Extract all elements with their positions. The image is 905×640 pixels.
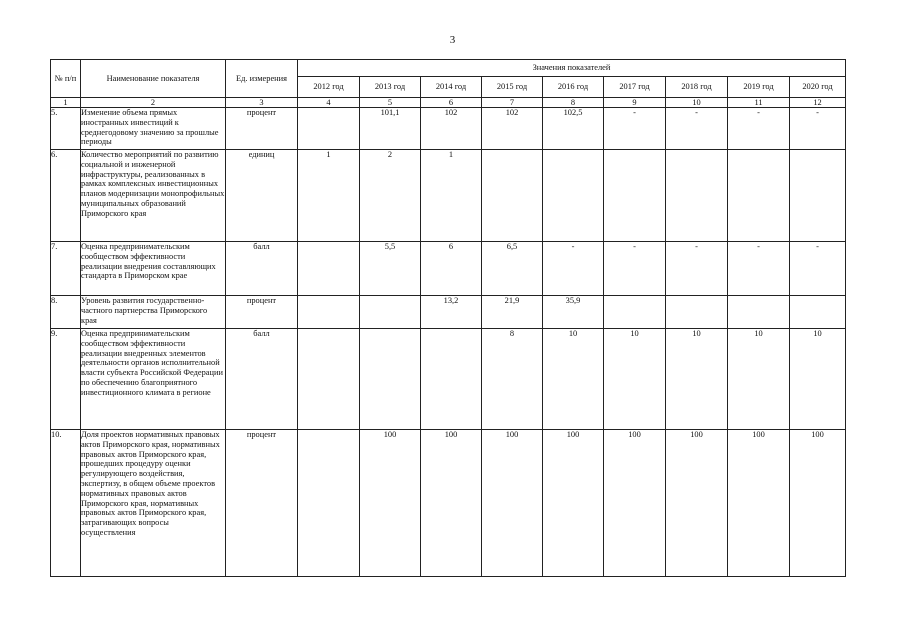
value-cell [790,296,846,329]
header-unit: Ед. измерения [226,60,298,98]
value-cell [298,242,360,296]
unit-cell: единиц [226,150,298,242]
unit-cell: процент [226,108,298,150]
indicators-table [50,59,846,577]
unit-cell: процент [226,296,298,329]
table-row [51,150,846,242]
column-number-row [51,98,846,108]
header-year: 2017 год [604,77,666,98]
value-cell: 8 [482,329,543,430]
value-cell: 100 [666,430,728,577]
value-cell: 5,5 [360,242,421,296]
value-cell: - [604,242,666,296]
value-cell: 1 [421,150,482,242]
value-cell: - [790,108,846,150]
column-number: 12 [790,98,846,108]
column-number: 4 [298,98,360,108]
value-cell [728,150,790,242]
value-cell: 13,2 [421,296,482,329]
column-number: 10 [666,98,728,108]
column-number: 8 [543,98,604,108]
value-cell: 10 [790,329,846,430]
header-year: 2016 год [543,77,604,98]
value-cell [421,329,482,430]
row-index: 10. [51,430,81,577]
value-cell: 6 [421,242,482,296]
value-cell: 102 [482,108,543,150]
value-cell: 1 [298,150,360,242]
value-cell [298,430,360,577]
value-cell: 100 [360,430,421,577]
value-cell: 21,9 [482,296,543,329]
value-cell [482,150,543,242]
value-cell: - [543,242,604,296]
column-number: 6 [421,98,482,108]
value-cell: - [790,242,846,296]
header-year: 2013 год [360,77,421,98]
value-cell: 100 [543,430,604,577]
value-cell [604,296,666,329]
value-cell: - [728,108,790,150]
table-row [51,108,846,150]
value-cell [543,150,604,242]
value-cell: 6,5 [482,242,543,296]
value-cell: - [666,242,728,296]
value-cell: 2 [360,150,421,242]
indicator-name: Оценка предпринимательским сообществом эффективности реализации внедрения составляющих стандарта в Приморском крае [81,242,226,296]
row-index: 6. [51,150,81,242]
value-cell: 100 [482,430,543,577]
value-cell [666,150,728,242]
indicator-name: Изменение объема прямых иностранных инвестиций к среднегодовому значению за прошлые периоды [81,108,226,150]
value-cell: 10 [666,329,728,430]
column-number: 5 [360,98,421,108]
table-row [51,242,846,296]
header-year: 2014 год [421,77,482,98]
value-cell: - [604,108,666,150]
value-cell [790,150,846,242]
column-number: 7 [482,98,543,108]
unit-cell: процент [226,430,298,577]
table-row [51,430,846,577]
value-cell: - [666,108,728,150]
column-number: 2 [81,98,226,108]
value-cell: 102,5 [543,108,604,150]
value-cell: 10 [728,329,790,430]
value-cell [298,329,360,430]
value-cell: 100 [728,430,790,577]
value-cell: 10 [604,329,666,430]
unit-cell: балл [226,329,298,430]
value-cell: 101,1 [360,108,421,150]
value-cell: 100 [790,430,846,577]
column-number: 9 [604,98,666,108]
value-cell [360,296,421,329]
value-cell [728,296,790,329]
table-row [51,329,846,430]
header-year: 2012 год [298,77,360,98]
header-values-group: Значения показателей [298,60,846,77]
value-cell: - [728,242,790,296]
value-cell: 100 [604,430,666,577]
column-number: 1 [51,98,81,108]
unit-cell: балл [226,242,298,296]
value-cell [666,296,728,329]
header-index: № п/п [51,60,81,98]
value-cell [298,296,360,329]
column-number: 3 [226,98,298,108]
header-year: 2019 год [728,77,790,98]
value-cell: 102 [421,108,482,150]
value-cell: 100 [421,430,482,577]
header-name: Наименование показателя [81,60,226,98]
row-index: 5. [51,108,81,150]
indicator-name: Уровень развития государственно-частного партнерства Приморского края [81,296,226,329]
value-cell: 35,9 [543,296,604,329]
value-cell [360,329,421,430]
column-number: 11 [728,98,790,108]
indicator-name: Доля проектов нормативных правовых актов Приморского края, нормативных правовых актов Приморского края, прошедших процедуру оценки регулирующего воздействия, экспертизу, в общем объеме проектов нормативных правовых актов Приморского края, нормативных правовых актов Приморского края, затрагивающих вопросы осуществления [81,430,226,577]
indicator-name: Количество мероприятий по развитию социальной и инженерной инфраструктуры, реализованных в рамках комплексных инвестиционных планов модернизации монопрофильных муниципальных образований Приморского края [81,150,226,242]
table-row [51,296,846,329]
header-year: 2020 год [790,77,846,98]
row-index: 9. [51,329,81,430]
header-year: 2018 год [666,77,728,98]
row-index: 8. [51,296,81,329]
page-number: 3 [449,34,456,46]
value-cell: 10 [543,329,604,430]
value-cell [298,108,360,150]
header-year: 2015 год [482,77,543,98]
indicator-name: Оценка предпринимательским сообществом эффективности реализации внедренных элементов деятельности органов исполнительной власти субъекта Российской Федерации по обеспечению благоприятного инвестиционного климата в регионе [81,329,226,430]
row-index: 7. [51,242,81,296]
value-cell [604,150,666,242]
